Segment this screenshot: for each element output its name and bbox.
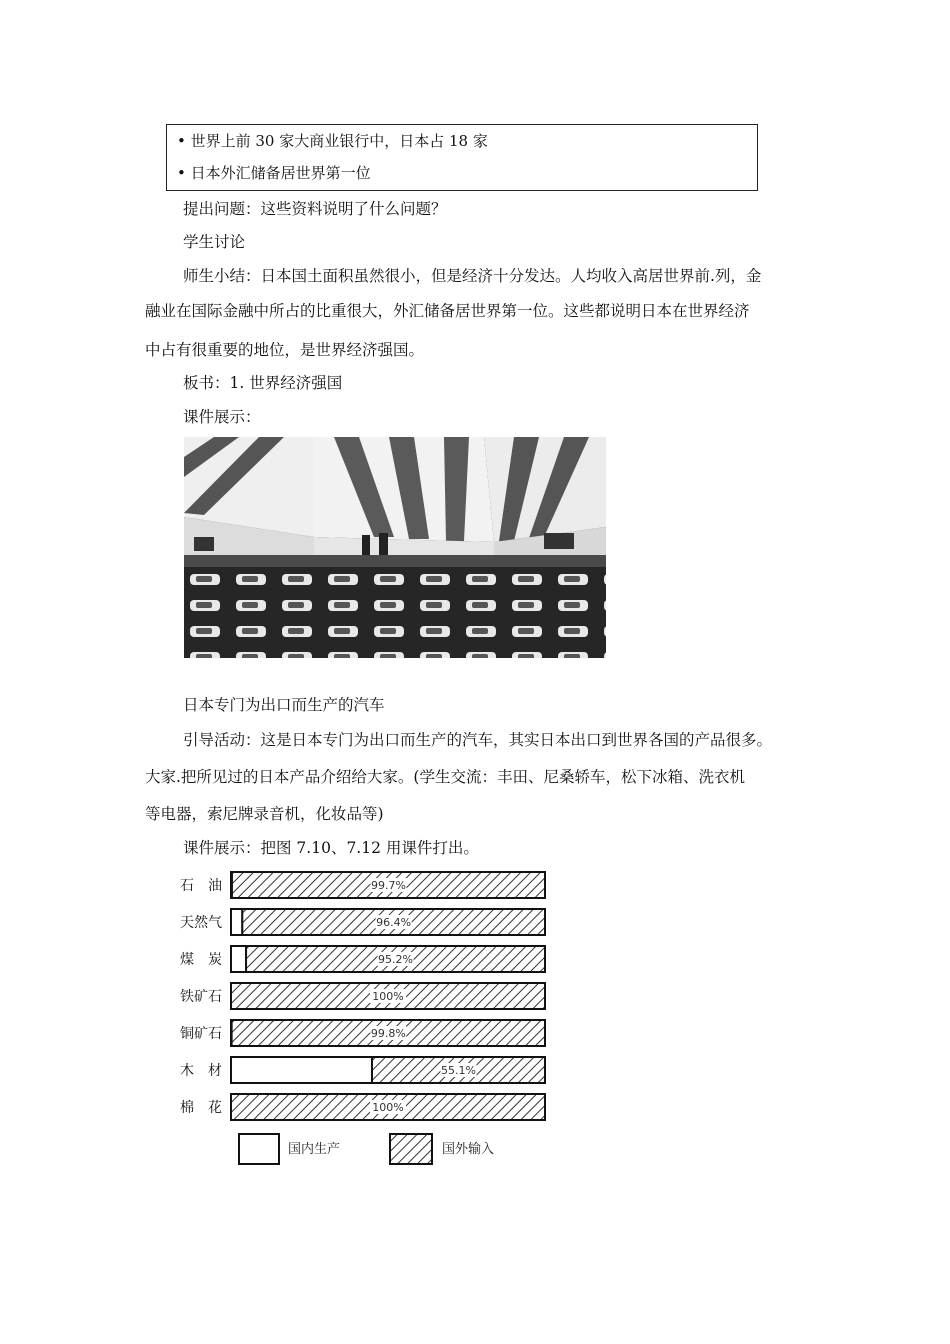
guide-line-3: 等电器，索尼牌录音机，化妆品等) [145,805,384,823]
discussion-text: 学生讨论 [183,233,246,251]
info-box [166,124,758,191]
question-text: 提出问题：这些资料说明了什么问题？ [183,200,447,218]
value-label: 100% [372,990,404,1003]
value-label: 55.1% [441,1064,476,1077]
category-label: 煤 炭 [180,952,222,968]
legend-swatch-domestic [239,1134,279,1164]
summary-line-3: 中占有很重要的地位，是世界经济强国。 [145,341,425,359]
board-note: 板书：1. 世界经济强国 [183,374,343,392]
summary-line-1: 师生小结：日本国土面积虽然很小，但是经济十分发达。人均收入高居世界前.列，金 [183,267,762,285]
bar-domestic [231,909,242,935]
legend-swatch-imported [390,1134,432,1164]
guide-line-1: 引导活动：这是日本专门为出口而生产的汽车，其实日本出口到世界各国的产品很多。 [183,731,773,749]
category-label: 木 材 [180,1063,222,1079]
guide-line-2: 大家.把所见过的日本产品介绍给大家。(学生交流：丰田、尼桑轿车，松下冰箱、洗衣机 [145,768,745,786]
value-label: 99.7% [370,879,406,892]
bullet-banks: • 世界上前 30 家大商业银行中，日本占 18 家 [177,132,488,150]
bar-domestic [231,946,246,972]
value-label: 99.8% [370,1027,406,1040]
import-dependency-chart [170,866,570,1176]
category-label: 铁矿石 [180,989,222,1005]
summary-line-2: 融业在国际金融中所占的比重很大，外汇储备居世界第一位。这些都说明日本在世界经济 [145,302,750,320]
export-cars-photo [184,437,606,658]
category-label: 石 油 [180,878,222,894]
legend-label-domestic: 国内生产 [288,1142,341,1157]
courseware-label: 课件展示： [183,408,261,426]
value-label: 100% [372,1101,404,1114]
value-label: 95.2% [378,953,414,966]
legend-label-imported: 国外输入 [442,1142,495,1157]
courseware-chart-label: 课件展示：把图 7.10、7.12 用课件打出。 [183,839,479,857]
category-label: 天然气 [180,915,222,931]
bullet-reserves: • 日本外汇储备居世界第一位 [177,164,371,182]
category-label: 棉 花 [180,1100,222,1116]
bar-domestic [231,1057,372,1083]
category-label: 铜矿石 [180,1026,222,1042]
photo-caption: 日本专门为出口而生产的汽车 [183,696,385,714]
value-label: 96.4% [376,916,412,929]
